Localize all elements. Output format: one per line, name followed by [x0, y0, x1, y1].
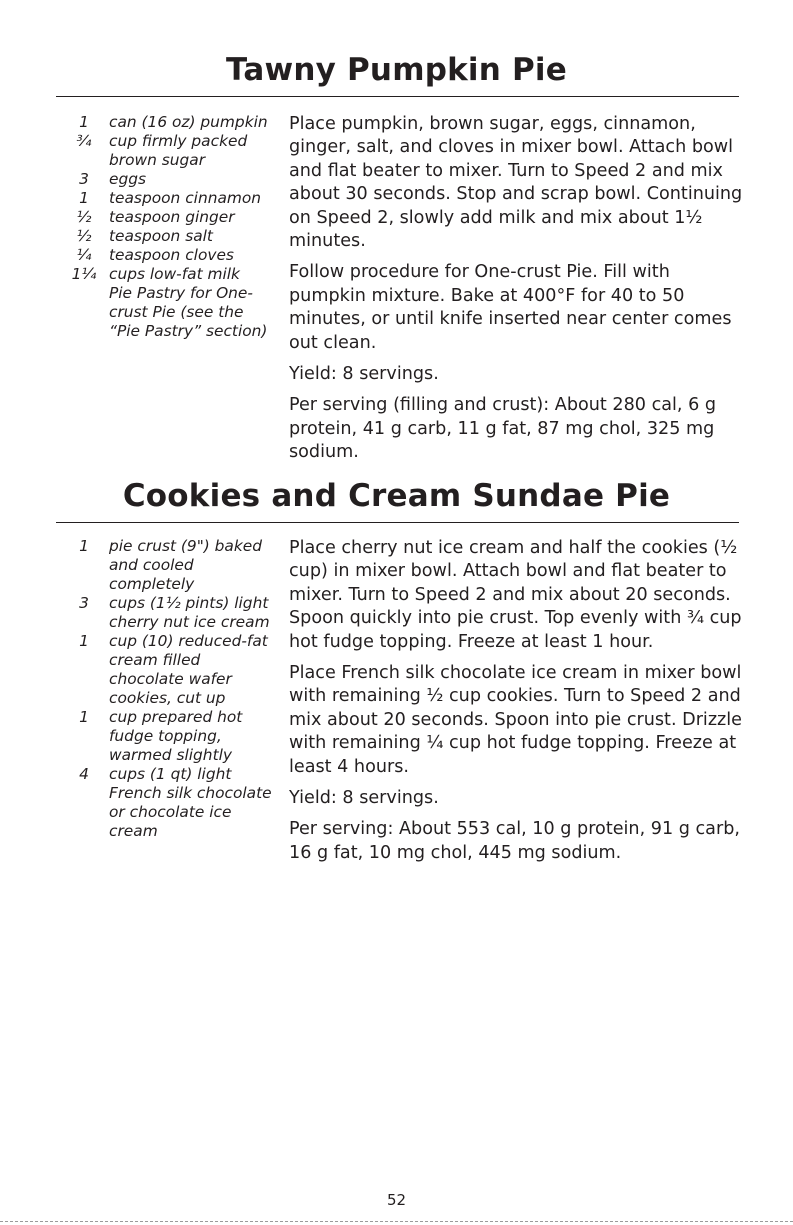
method-text [289, 537, 751, 873]
ingredient-text: Pie Pastry for One-crust Pie (see the “Pie Pastry” section) [109, 284, 268, 340]
ingredient-item [60, 246, 275, 265]
page-edge-line [0, 1221, 793, 1222]
ingredient-qty: 1 [79, 537, 89, 555]
title-rule [56, 522, 739, 523]
ingredient-qty: ½ [76, 208, 92, 226]
ingredient-text: cups low-fat milk [109, 265, 240, 283]
ingredient-item [60, 537, 275, 594]
ingredient-item [60, 170, 275, 189]
ingredient-qty: 1 [79, 708, 89, 726]
title-rule [56, 96, 739, 97]
ingredient-item [60, 708, 275, 765]
ingredient-qty: 1 [79, 632, 89, 650]
ingredient-item [60, 113, 275, 132]
ingredient-item [60, 632, 275, 708]
ingredient-item [60, 284, 275, 341]
ingredient-qty: 1¼ [71, 265, 97, 283]
ingredient-text: pie crust (9") baked and cooled completely [109, 537, 263, 593]
method-text [289, 113, 751, 473]
ingredient-list [60, 113, 275, 341]
yield-text: Yield: 8 servings. [289, 788, 439, 809]
ingredient-text: teaspoon cinnamon [109, 189, 262, 207]
ingredient-text: cup firmly packed brown sugar [109, 132, 248, 169]
nutrition-text: Per serving: About 553 cal, 10 g protein, 91 g carb, 16 g fat, 10 mg chol, 445 mg sodium. [289, 819, 740, 863]
ingredient-item [60, 189, 275, 208]
ingredient-qty: 1 [79, 189, 89, 207]
ingredient-list [60, 537, 275, 841]
ingredient-qty: ¼ [76, 246, 92, 264]
method-paragraph: Place cherry nut ice cream and half the cookies (½ cup) in mixer bowl. Attach bowl and flat beater to mixer. Turn to Speed 2 and mix about 20 seconds. Spoon quickly into pie crust. Top evenly with ¾ cup hot fudge topping. Freeze at least 1 hour. [289, 538, 742, 652]
ingredient-qty: 3 [79, 170, 89, 188]
ingredient-text: eggs [109, 170, 147, 188]
ingredient-text: teaspoon cloves [109, 246, 234, 264]
ingredient-item [60, 594, 275, 632]
ingredient-text: cups (1½ pints) light cherry nut ice cream [109, 594, 270, 631]
nutrition-text: Per serving (filling and crust): About 280 cal, 6 g protein, 41 g carb, 11 g fat, 87 mg chol, 325 mg sodium. [289, 395, 717, 463]
ingredient-item [60, 265, 275, 284]
method-paragraph: Place French silk chocolate ice cream in mixer bowl with remaining ½ cup cookies. Turn to Speed 2 and mix about 20 seconds. Spoon into pie crust. Drizzle with remaining ¼ cup hot fudge topping. Freeze at least 4 hours. [289, 663, 742, 777]
ingredient-item [60, 227, 275, 246]
recipe-title: Cookies and Cream Sundae Pie [122, 478, 671, 514]
ingredient-item [60, 132, 275, 170]
ingredient-item [60, 765, 275, 841]
ingredient-qty: ¾ [76, 132, 92, 150]
ingredient-text: cup (10) reduced-fat cream filled chocolate wafer cookies, cut up [109, 632, 268, 707]
yield-text: Yield: 8 servings. [289, 364, 439, 385]
ingredient-qty: 3 [79, 594, 89, 612]
page-number: 52 [386, 1191, 407, 1209]
ingredient-text: cups (1 qt) light French silk chocolate or chocolate ice cream [109, 765, 272, 840]
ingredient-text: can (16 oz) pumpkin [109, 113, 268, 131]
ingredient-qty: ½ [76, 227, 92, 245]
ingredient-text: teaspoon salt [109, 227, 213, 245]
ingredient-qty: 4 [79, 765, 89, 783]
ingredient-qty: 1 [79, 113, 89, 131]
ingredient-item [60, 208, 275, 227]
ingredient-text: teaspoon ginger [109, 208, 235, 226]
method-paragraph: Place pumpkin, brown sugar, eggs, cinnamon, ginger, salt, and cloves in mixer bowl. Attach bowl and flat beater to mixer. Turn to Speed 2 and mix about 30 seconds. Stop and scrap bowl. Continuing on Speed 2, slowly add milk and mix about 1½ minutes. [289, 114, 743, 252]
recipe-title: Tawny Pumpkin Pie [226, 52, 567, 88]
ingredient-text: cup prepared hot fudge topping, warmed slightly [109, 708, 243, 764]
ingredient-qty [60, 284, 108, 341]
method-paragraph: Follow procedure for One-crust Pie. Fill with pumpkin mixture. Bake at 400°F for 40 to 50 minutes, or until knife inserted near center comes out clean. [289, 262, 732, 353]
